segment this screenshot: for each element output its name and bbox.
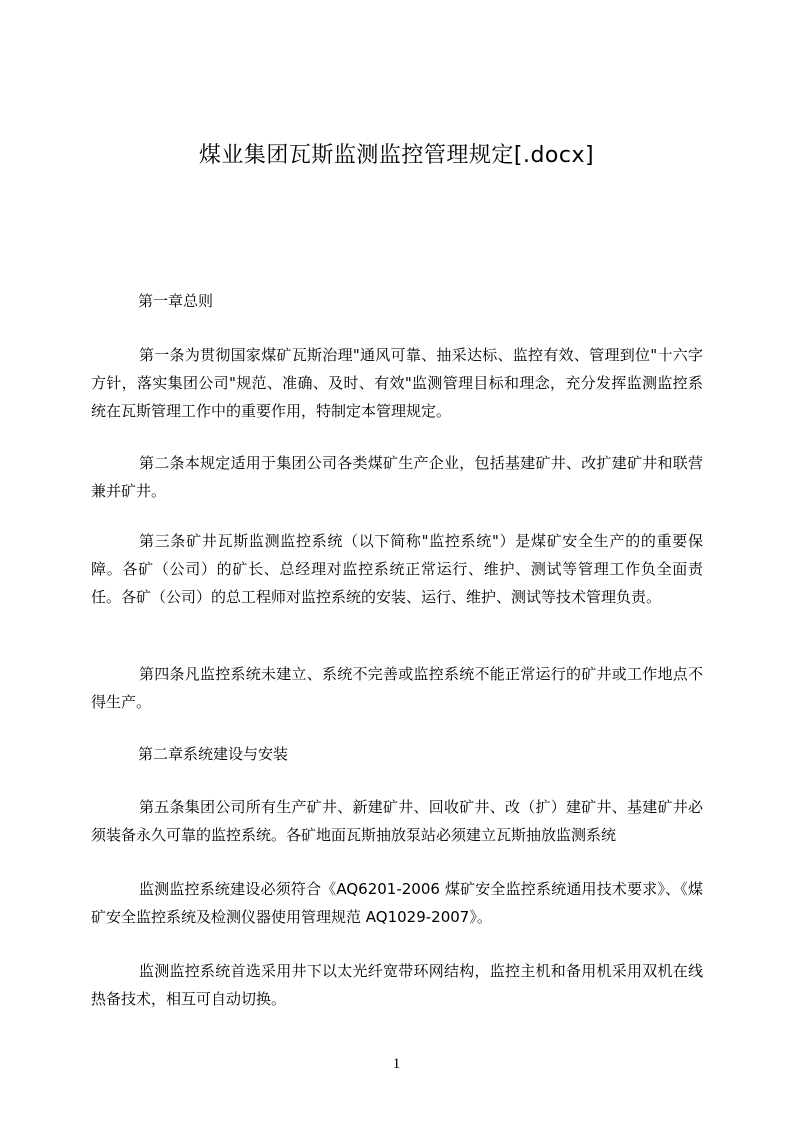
document-title: 煤业集团瓦斯监测监控管理规定[.docx]	[198, 143, 595, 168]
article-4: 第四条凡监控系统未建立、系统不完善或监控系统不能正常运行的矿井或工作地点不得生产。	[91, 665, 703, 711]
article-1: 第一条为贯彻国家煤矿瓦斯治理"通风可靠、抽采达标、监控有效、管理到位"十六字方针，落实集团公司"规范、准确、及时、有效"监测管理目标和理念，充分发挥监测监控系统在瓦斯管理工作中的重要作用，特制定本管理规定。	[91, 346, 703, 420]
page-number: 1	[392, 1056, 401, 1072]
chapter-heading-system: 第二章系统建设与安装	[138, 745, 289, 763]
article-2: 第二条本规定适用于集团公司各类煤矿生产企业，包括基建矿井、改扩建矿井和联营兼并矿井。	[91, 454, 703, 500]
paragraph-network: 监测监控系统首选采用井下以太光纤宽带环网结构，监控主机和备用机采用双机在线热备技术，相互可自动切换。	[91, 962, 703, 1008]
chapter-heading-general: 第一章总则	[138, 292, 214, 310]
paragraph-standards: 监测监控系统建设必须符合《AQ6201-2006 煤矿安全监控系统通用技术要求》、《煤矿安全监控系统及检测仪器使用管理规范 AQ1029-2007》。	[91, 880, 703, 926]
article-3: 第三条矿井瓦斯监测监控系统（以下简称"监控系统"）是煤矿安全生产的的重要保障。各矿（公司）的矿长、总经理对监控系统正常运行、维护、测试等管理工作负全面责任。各矿（公司）的总工程师对监控系统的安装、运行、维护、测试等技术管理负责。	[91, 532, 703, 606]
article-5: 第五条集团公司所有生产矿井、新建矿井、回收矿井、改（扩）建矿井、基建矿井必须装备永久可靠的监控系统。各矿地面瓦斯抽放泵站必须建立瓦斯抽放监测系统	[91, 798, 703, 844]
